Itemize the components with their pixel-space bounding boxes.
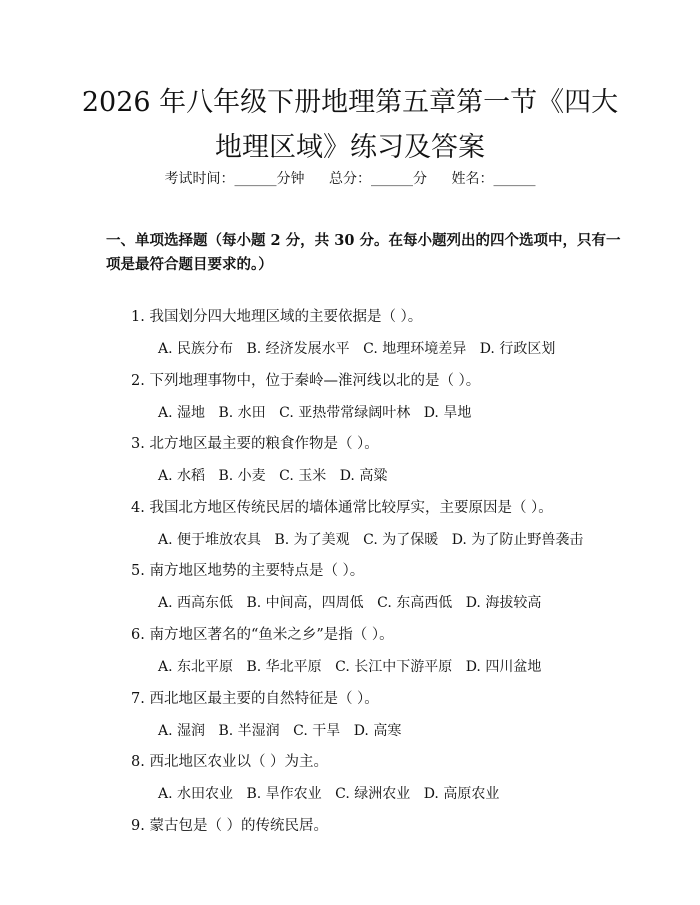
option-c: C. 亚热带常绿阔叶林	[279, 404, 411, 421]
option-b: B. 旱作农业	[246, 786, 322, 803]
option-c: C. 地理环境差异	[363, 341, 467, 357]
option-c: C. 长江中下游平原	[335, 658, 453, 675]
question-item	[131, 497, 651, 561]
option-a: A. 民族分布	[158, 341, 234, 357]
option-d: D. 为了防止野兽袭击	[451, 531, 584, 548]
question-stem: 8. 西北地区农业以（ ）为主。	[131, 754, 329, 771]
option-d: D. 四川盆地	[465, 658, 542, 675]
exam-student-name: 姓名：______	[451, 171, 536, 187]
question-item	[131, 560, 651, 624]
option-b: B. 半湿润	[218, 722, 280, 739]
question-options	[158, 720, 410, 742]
exam-info	[0, 168, 700, 188]
option-d: D. 高粱	[339, 468, 388, 485]
option-a: A. 西高东低	[158, 595, 234, 612]
option-b: B. 经济发展水平	[246, 341, 350, 357]
option-d: D. 旱地	[423, 404, 472, 421]
question-stem: 7. 西北地区最主要的自然特征是（ ）。	[131, 690, 379, 707]
question-stem: 5. 南方地区地势的主要特点是（ ）。	[131, 563, 365, 580]
question-options	[158, 656, 550, 678]
question-item	[131, 815, 651, 879]
option-b: B. 华北平原	[246, 658, 322, 675]
question-item	[131, 433, 651, 497]
title-line-2: 地理区域》练习及答案	[215, 132, 485, 163]
exam-total-score: 总分：______分	[329, 171, 427, 187]
question-options	[158, 783, 508, 805]
question-options	[158, 529, 592, 551]
title-line-1: 2026 年八年级下册地理第五章第一节《四大	[81, 87, 619, 118]
question-stem: 3. 北方地区最主要的粮食作物是（ ）。	[131, 436, 379, 453]
question-stem: 2. 下列地理事物中，位于秦岭—淮河线以北的是（ ）。	[131, 372, 481, 389]
option-c: C. 东高西低	[377, 595, 453, 612]
document-title	[60, 80, 640, 170]
question-item	[131, 306, 651, 370]
option-b: B. 中间高，四周低	[246, 595, 364, 612]
question-options	[158, 592, 550, 614]
question-options	[158, 402, 480, 424]
option-a: A. 水稻	[158, 468, 206, 485]
option-b: B. 为了美观	[274, 531, 350, 548]
question-stem: 1. 我国划分四大地理区域的主要依据是（ ）。	[131, 309, 423, 325]
exam-time: 考试时间：______分钟	[164, 171, 305, 187]
option-a: A. 水田农业	[158, 786, 234, 803]
option-c: C. 干旱	[293, 722, 341, 739]
option-a: A. 湿润	[158, 722, 206, 739]
section-heading: 一、单项选择题（每小题 2 分，共 30 分。在每小题列出的四个选项中，只有一项是最符合题目要求的。）	[106, 232, 621, 273]
question-item	[131, 751, 651, 815]
question-item	[131, 688, 651, 752]
question-stem: 4. 我国北方地区传统民居的墙体通常比较厚实，主要原因是（ ）。	[131, 499, 553, 516]
option-a: A. 湿地	[158, 404, 206, 421]
option-d: D. 行政区划	[479, 341, 556, 357]
option-d: D. 海拔较高	[465, 595, 542, 612]
question-stem: 9. 蒙古包是（ ）的传统民居。	[131, 817, 329, 834]
question-options	[158, 465, 396, 487]
question-item	[131, 624, 651, 688]
question-list	[131, 306, 651, 878]
option-c: C. 绿洲农业	[335, 786, 411, 803]
option-a: A. 东北平原	[158, 658, 234, 675]
option-b: B. 水田	[218, 404, 266, 421]
option-d: D. 高原农业	[423, 786, 500, 803]
question-options	[158, 338, 564, 360]
option-c: C. 为了保暖	[363, 531, 439, 548]
option-c: C. 玉米	[279, 468, 327, 485]
option-a: A. 便于堆放农具	[158, 531, 262, 548]
question-stem: 6. 南方地区著名的“鱼米之乡”是指（ ）。	[131, 626, 394, 643]
question-item	[131, 370, 651, 434]
option-b: B. 小麦	[218, 468, 266, 485]
option-d: D. 高寒	[353, 722, 402, 739]
